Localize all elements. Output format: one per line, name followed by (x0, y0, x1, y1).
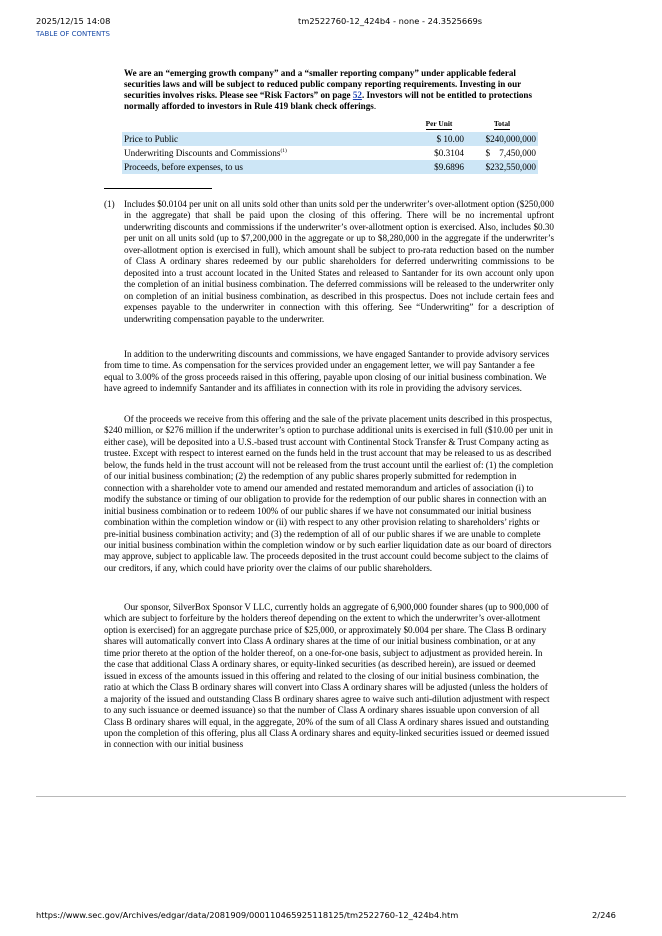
intro-text-continued: . Investors will not be entitled to protections normally afforded to investors in Rule 419 blank check offerings (124, 89, 533, 111)
print-doc-title: tm2522760-12_424b4 - none - 24.3525669s (298, 16, 483, 26)
row-label: Proceeds, before expenses, to us (122, 160, 412, 174)
per-unit-value: $9.6896 (412, 160, 466, 174)
row-label: Underwriting Discounts and Commissions$^{(1)}$ (124, 147, 287, 159)
footnote-ref-1: (1) (280, 147, 287, 154)
table-row-underwriting-discounts (122, 146, 538, 160)
footnote-marker: (1) (104, 199, 115, 209)
footnote-1 (104, 199, 554, 325)
paragraph-founder-shares: Our sponsor, SilverBox Sponsor V LLC, currently holds an aggregate of 6,900,000 founder shares (up to 900,000 of which are subject to forfeiture by the holders thereof depending on the extent to which the underwriter’s over-allotment option is exercised) for an aggregate purchase price of $25,000, or approximately $0.004 per share. The Class B ordinary shares will automatically convert into Class A ordinary shares at the time of our initial business combination, or at any time prior thereto at the option of the holder thereof, on a one-for-one basis, subject to adjustment as provided herein. In the case that additional Class A ordinary shares, or equity-linked securities (as described herein), are issued or deemed issued in excess of the amounts issued in this offering and related to the closing of our initial business combination, the ratio at which the Class B ordinary shares will convert into Class A ordinary shares will be adjusted (unless the holders of a majority of the issued and outstanding Class B ordinary shares agree to waive such anti-dilution adjustment with respect to any such issuance or deemed issuance) so that the number of Class A ordinary shares issuable upon conversion of all Class B ordinary shares will equal, in the aggregate, 20% of the sum of all Class A ordinary shares issued and outstanding upon the completion of this offering, plus all Class A ordinary shares and equity-linked securities issued or deemed issued in connection with our initial business (104, 602, 550, 750)
footnote-text: Includes $0.0104 per unit on all units sold other than units sold per the underwriter’s over-allotment option ($250,000 in the aggregate) that shall be paid upon the closing of this offering. There will be no incremental upfront underwriting discounts and commissions if the underwriter’s over-allotment option is exercised. Also, includes $0.30 per unit on all units sold (up to $7,200,000 in the aggregate or up to $8,280,000 in the aggregate if the underwriter’s over-allotment option is exercised in full), which amount shall be subject to pro-rata reduction based on the number of Class A ordinary shares redeemed by our public shareholders for deferred underwriting commissions to be deposited into a trust account located in the United States and released to Santander for its own account only upon the completion of an initial business combination. The deferred commissions will be released to the underwriter only on completion of an initial business combination, as described in this prospectus. Does not include certain fees and expenses payable to the underwriter in connection with this offering. See “Underwriting” for a description of underwriting compensation payable to the underwriter. (124, 199, 554, 324)
table-header-row (122, 118, 538, 132)
print-url: https://www.sec.gov/Archives/edgar/data/2081909/000110465925118125/tm2522760-12_424b4.htm (36, 910, 459, 920)
total-column-header: Total (493, 118, 511, 128)
total-value: $ 7,450,000 (485, 148, 536, 158)
per-unit-value: $ 10.00 (412, 132, 466, 146)
page-bottom-divider (36, 796, 626, 797)
table-row-proceeds (122, 160, 538, 174)
total-value: $240,000,000 (466, 132, 538, 146)
table-of-contents-link[interactable]: TABLE OF CONTENTS (36, 30, 110, 38)
row-label: Price to Public (122, 132, 412, 146)
total-value: $232,550,000 (466, 160, 538, 174)
paragraph-trust-account: Of the proceeds we receive from this offering and the sale of the private placement units described in this prospectus, $240 million, or $276 million if the underwriter’s option to purchase additional units is exercised in full ($10.00 per unit in either case), will be deposited into a U.S.-based trust account with Continental Stock Transfer & Trust Company acting as trustee. Except with respect to interest earned on the funds held in the trust account that may be released to us as described below, the funds held in the trust account will not be released from the trust account until the earliest of: (1) the completion of our initial business combination; (2) the redemption of any public shares properly submitted for redemption in connection with a shareholder vote to amend our amended and restated memorandum and articles of association (i) to modify the substance or timing of our obligation to provide for the redemption of our public shares in connection with an initial business combination or to redeem 100% of our public shares if we have not consummated our initial business combination within the completion window or (ii) with respect to any other provision relating to shareholders’ rights or pre-initial business combination activity; and (3) the redemption of all of our public shares if we are unable to complete our initial business combination within the completion window or by such earlier liquidation date as our board of directors may approve, subject to applicable law. The proceeds deposited in the trust account could become subject to the claims of our creditors, if any, which could have priority over the claims of our public shareholders. (104, 414, 554, 573)
label-column-header (122, 118, 412, 132)
paragraph-advisory-services: In addition to the underwriting discounts and commissions, we have engaged Santander to provide advisory services from time to time. As compensation for the services provided under an engagement letter, we will pay Santander a fee equal to 3.00% of the gross proceeds raised in this offering, payable upon closing of our initial business combination. We have agreed to indemnify Santander and its affiliates in connection with its role in providing the advisory services. (104, 349, 550, 394)
offering-price-table (122, 118, 538, 174)
print-page-number: 2/246 (592, 910, 616, 920)
footnote-divider (104, 188, 212, 189)
table-row-price-to-public (122, 132, 538, 146)
intro-text: We are an “emerging growth company” and a “smaller reporting company” under applicable federal securities laws and will be subject to reduced public company reporting requirements. Investing in our securities involves risks. Please see “Risk Factors” on page (124, 68, 522, 100)
per-unit-value: $0.3104 (434, 148, 464, 158)
risk-disclosure-intro (124, 68, 544, 112)
print-datetime: 2025/12/15 14:08 (36, 16, 111, 26)
risk-factors-page-link[interactable]: 52 (352, 89, 362, 100)
per-unit-column-header: Per Unit (425, 118, 453, 128)
intro-period: . (373, 100, 377, 111)
